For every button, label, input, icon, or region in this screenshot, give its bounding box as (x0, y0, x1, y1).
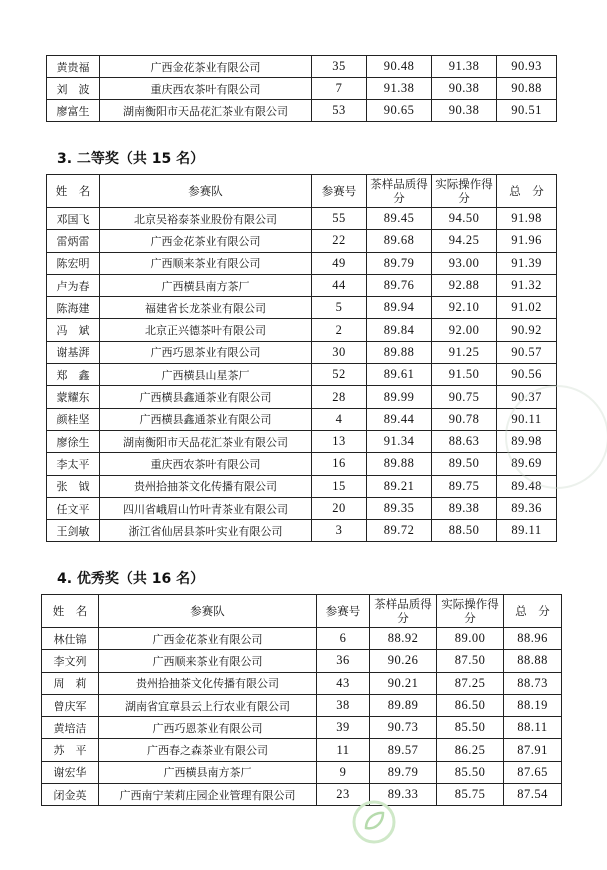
table-body (42, 628, 562, 806)
cell-quality-score: 89.35 (367, 497, 432, 519)
cell-team: 广西横县鑫通茶业有限公司 (100, 408, 312, 430)
cell-number: 23 (317, 784, 370, 806)
header-operation: 实际操作得分 (437, 595, 504, 628)
cell-quality-score: 91.34 (367, 430, 432, 452)
cell-total-score: 90.88 (497, 78, 557, 100)
table-row (42, 761, 562, 783)
cell-number: 49 (312, 252, 367, 274)
cell-number: 7 (312, 78, 367, 100)
cell-quality-score: 89.33 (370, 784, 437, 806)
header-team: 参赛队 (100, 175, 312, 208)
cell-name: 谢宏华 (42, 761, 99, 783)
table-row (47, 252, 557, 274)
cell-name: 邓国飞 (47, 208, 100, 230)
cell-operation-score: 86.50 (437, 694, 504, 716)
second-prize-heading: 3. 二等奖（共 15 名） (57, 151, 205, 167)
cell-team: 福建省长龙茶业有限公司 (100, 297, 312, 319)
header-team: 参赛队 (99, 595, 317, 628)
cell-number: 30 (312, 341, 367, 363)
cell-total-score: 87.65 (504, 761, 562, 783)
cell-name: 张 钺 (47, 475, 100, 497)
cell-operation-score: 90.78 (432, 408, 497, 430)
excellence-prize-heading: 4. 优秀奖（共 16 名） (57, 571, 205, 587)
cell-total-score: 89.69 (497, 453, 557, 475)
header-number: 参赛号 (312, 175, 367, 208)
cell-name: 林仕锦 (42, 628, 99, 650)
cell-operation-score: 90.38 (432, 78, 497, 100)
table-row (47, 297, 557, 319)
cell-quality-score: 88.92 (370, 628, 437, 650)
cell-name: 陈宏明 (47, 252, 100, 274)
table-row (42, 672, 562, 694)
cell-total-score: 87.54 (504, 784, 562, 806)
header-name: 姓 名 (47, 175, 100, 208)
cell-operation-score: 94.25 (432, 230, 497, 252)
cell-name: 黄培洁 (42, 717, 99, 739)
cell-name: 刘 波 (47, 78, 100, 100)
cell-total-score: 91.32 (497, 274, 557, 296)
cell-total-score: 90.51 (497, 100, 557, 122)
cell-quality-score: 89.44 (367, 408, 432, 430)
cell-name: 王剑敏 (47, 520, 100, 542)
cell-total-score: 88.19 (504, 694, 562, 716)
cell-operation-score: 86.25 (437, 739, 504, 761)
cell-quality-score: 89.94 (367, 297, 432, 319)
cell-number: 5 (312, 297, 367, 319)
cell-operation-score: 91.38 (432, 56, 497, 78)
cell-operation-score: 88.50 (432, 520, 497, 542)
cell-team: 北京正兴德茶叶有限公司 (100, 319, 312, 341)
cell-name: 谢基湃 (47, 341, 100, 363)
cell-operation-score: 89.38 (432, 497, 497, 519)
cell-operation-score: 91.25 (432, 341, 497, 363)
cell-team: 广西横县南方茶厂 (99, 761, 317, 783)
table-row (47, 341, 557, 363)
cell-operation-score: 92.88 (432, 274, 497, 296)
header-operation: 实际操作得分 (432, 175, 497, 208)
cell-team: 湖南衡阳市天品花汇茶业有限公司 (100, 430, 312, 452)
cell-name: 李文列 (42, 650, 99, 672)
cell-name: 廖徐生 (47, 430, 100, 452)
table-row (42, 694, 562, 716)
cell-total-score: 90.57 (497, 341, 557, 363)
cell-team: 广西南宁茉莉庄园企业管理有限公司 (99, 784, 317, 806)
cell-operation-score: 85.75 (437, 784, 504, 806)
header-quality: 茶样品质得分 (370, 595, 437, 628)
cell-number: 6 (317, 628, 370, 650)
table-row (47, 56, 557, 78)
cell-name: 雷炳雷 (47, 230, 100, 252)
cell-operation-score: 94.50 (432, 208, 497, 230)
table-header-row (42, 595, 562, 628)
table-row (42, 739, 562, 761)
cell-name: 陈海建 (47, 297, 100, 319)
cell-total-score: 91.02 (497, 297, 557, 319)
cell-operation-score: 89.50 (432, 453, 497, 475)
table-row (47, 453, 557, 475)
table-body (47, 56, 557, 122)
cell-quality-score: 90.73 (370, 717, 437, 739)
cell-quality-score: 89.61 (367, 364, 432, 386)
cell-total-score: 88.88 (504, 650, 562, 672)
cell-total-score: 88.96 (504, 628, 562, 650)
leaf-logo-icon (352, 800, 396, 844)
table-row (47, 364, 557, 386)
cell-total-score: 88.73 (504, 672, 562, 694)
cell-total-score: 89.98 (497, 430, 557, 452)
cell-name: 郑 鑫 (47, 364, 100, 386)
cell-team: 浙江省仙居县茶叶实业有限公司 (100, 520, 312, 542)
cell-number: 52 (312, 364, 367, 386)
table-row (47, 319, 557, 341)
cell-quality-score: 90.48 (367, 56, 432, 78)
cell-operation-score: 90.38 (432, 100, 497, 122)
table-row (42, 784, 562, 806)
cell-team: 广西顺来茶业有限公司 (99, 650, 317, 672)
cell-quality-score: 89.72 (367, 520, 432, 542)
cell-quality-score: 90.65 (367, 100, 432, 122)
cell-name: 卢为春 (47, 274, 100, 296)
cell-quality-score: 90.26 (370, 650, 437, 672)
cell-number: 4 (312, 408, 367, 430)
cell-number: 43 (317, 672, 370, 694)
second-prize-table (46, 174, 557, 542)
table-row (47, 475, 557, 497)
table-row (47, 100, 557, 122)
cell-team: 广西横县南方茶厂 (100, 274, 312, 296)
cell-operation-score: 87.50 (437, 650, 504, 672)
cell-name: 苏 平 (42, 739, 99, 761)
table-row (47, 230, 557, 252)
cell-number: 20 (312, 497, 367, 519)
cell-total-score: 89.36 (497, 497, 557, 519)
cell-number: 55 (312, 208, 367, 230)
cell-quality-score: 89.99 (367, 386, 432, 408)
cell-operation-score: 89.00 (437, 628, 504, 650)
cell-team: 重庆西农茶叶有限公司 (100, 78, 312, 100)
cell-team: 广西横县鑫通茶业有限公司 (100, 386, 312, 408)
cell-operation-score: 92.00 (432, 319, 497, 341)
cell-number: 38 (317, 694, 370, 716)
cell-team: 重庆西农茶叶有限公司 (100, 453, 312, 475)
table-row (47, 520, 557, 542)
cell-number: 13 (312, 430, 367, 452)
cell-quality-score: 89.84 (367, 319, 432, 341)
cell-operation-score: 90.75 (432, 386, 497, 408)
cell-name: 冯 斌 (47, 319, 100, 341)
cell-total-score: 90.56 (497, 364, 557, 386)
cell-number: 15 (312, 475, 367, 497)
cell-quality-score: 89.79 (367, 252, 432, 274)
cell-team: 广西巧恩茶业有限公司 (100, 341, 312, 363)
cell-team: 广西顺来茶业有限公司 (100, 252, 312, 274)
cell-number: 39 (317, 717, 370, 739)
table-header-row (47, 175, 557, 208)
table-row (42, 650, 562, 672)
cell-quality-score: 89.79 (370, 761, 437, 783)
table-row (47, 408, 557, 430)
table-row (47, 274, 557, 296)
cell-quality-score: 89.88 (367, 341, 432, 363)
cell-total-score: 90.37 (497, 386, 557, 408)
cell-number: 36 (317, 650, 370, 672)
cell-name: 颜桂坚 (47, 408, 100, 430)
cell-number: 11 (317, 739, 370, 761)
cell-total-score: 91.98 (497, 208, 557, 230)
cell-total-score: 87.91 (504, 739, 562, 761)
table-row (47, 430, 557, 452)
cell-total-score: 90.93 (497, 56, 557, 78)
header-quality: 茶样品质得分 (367, 175, 432, 208)
cell-total-score: 90.92 (497, 319, 557, 341)
cell-team: 湖南省宜章县云上行农业有限公司 (99, 694, 317, 716)
cell-number: 44 (312, 274, 367, 296)
cell-team: 贵州拾抽茶文化传播有限公司 (99, 672, 317, 694)
cell-operation-score: 88.63 (432, 430, 497, 452)
cell-team: 湖南衡阳市天品花汇茶业有限公司 (100, 100, 312, 122)
header-name: 姓 名 (42, 595, 99, 628)
cell-quality-score: 89.89 (370, 694, 437, 716)
cell-quality-score: 91.38 (367, 78, 432, 100)
cell-operation-score: 89.75 (432, 475, 497, 497)
cell-quality-score: 89.21 (367, 475, 432, 497)
cell-number: 3 (312, 520, 367, 542)
cell-quality-score: 89.68 (367, 230, 432, 252)
cell-team: 广西金花茶业有限公司 (99, 628, 317, 650)
cell-number: 16 (312, 453, 367, 475)
cell-number: 28 (312, 386, 367, 408)
cell-total-score: 89.48 (497, 475, 557, 497)
cell-name: 曾庆军 (42, 694, 99, 716)
cell-operation-score: 93.00 (432, 252, 497, 274)
cell-quality-score: 89.57 (370, 739, 437, 761)
header-number: 参赛号 (317, 595, 370, 628)
cell-name: 周 莉 (42, 672, 99, 694)
cell-operation-score: 92.10 (432, 297, 497, 319)
cell-total-score: 90.11 (497, 408, 557, 430)
cell-name: 蒙耀东 (47, 386, 100, 408)
cell-operation-score: 85.50 (437, 761, 504, 783)
cell-total-score: 91.96 (497, 230, 557, 252)
cell-name: 任文平 (47, 497, 100, 519)
cell-operation-score: 91.50 (432, 364, 497, 386)
cell-number: 2 (312, 319, 367, 341)
table-body (47, 208, 557, 542)
cell-quality-score: 89.45 (367, 208, 432, 230)
cell-team: 北京吴裕泰茶业股份有限公司 (100, 208, 312, 230)
cell-team: 广西金花茶业有限公司 (100, 56, 312, 78)
table-row (47, 497, 557, 519)
cell-operation-score: 85.50 (437, 717, 504, 739)
cell-name: 李太平 (47, 453, 100, 475)
table-row (47, 386, 557, 408)
table-row (47, 208, 557, 230)
cell-team: 四川省峨眉山竹叶青茶业有限公司 (100, 497, 312, 519)
first-prize-continuation-table (46, 55, 557, 122)
cell-total-score: 89.11 (497, 520, 557, 542)
cell-team: 广西横县山星茶厂 (100, 364, 312, 386)
cell-number: 35 (312, 56, 367, 78)
cell-team: 贵州拾抽茶文化传播有限公司 (100, 475, 312, 497)
cell-quality-score: 89.88 (367, 453, 432, 475)
cell-total-score: 91.39 (497, 252, 557, 274)
cell-team: 广西巧恩茶业有限公司 (99, 717, 317, 739)
cell-quality-score: 89.76 (367, 274, 432, 296)
cell-name: 闭金英 (42, 784, 99, 806)
watermark-seal-icon (505, 385, 607, 489)
cell-operation-score: 87.25 (437, 672, 504, 694)
cell-name: 廖富生 (47, 100, 100, 122)
header-total: 总 分 (504, 595, 562, 628)
table-row (47, 78, 557, 100)
table-row (42, 628, 562, 650)
table-row (42, 717, 562, 739)
cell-number: 9 (317, 761, 370, 783)
cell-quality-score: 90.21 (370, 672, 437, 694)
cell-total-score: 88.11 (504, 717, 562, 739)
header-total: 总 分 (497, 175, 557, 208)
cell-team: 广西春之森茶业有限公司 (99, 739, 317, 761)
cell-number: 22 (312, 230, 367, 252)
cell-team: 广西金花茶业有限公司 (100, 230, 312, 252)
cell-number: 53 (312, 100, 367, 122)
cell-name: 黄贵福 (47, 56, 100, 78)
excellence-prize-table (41, 594, 562, 806)
